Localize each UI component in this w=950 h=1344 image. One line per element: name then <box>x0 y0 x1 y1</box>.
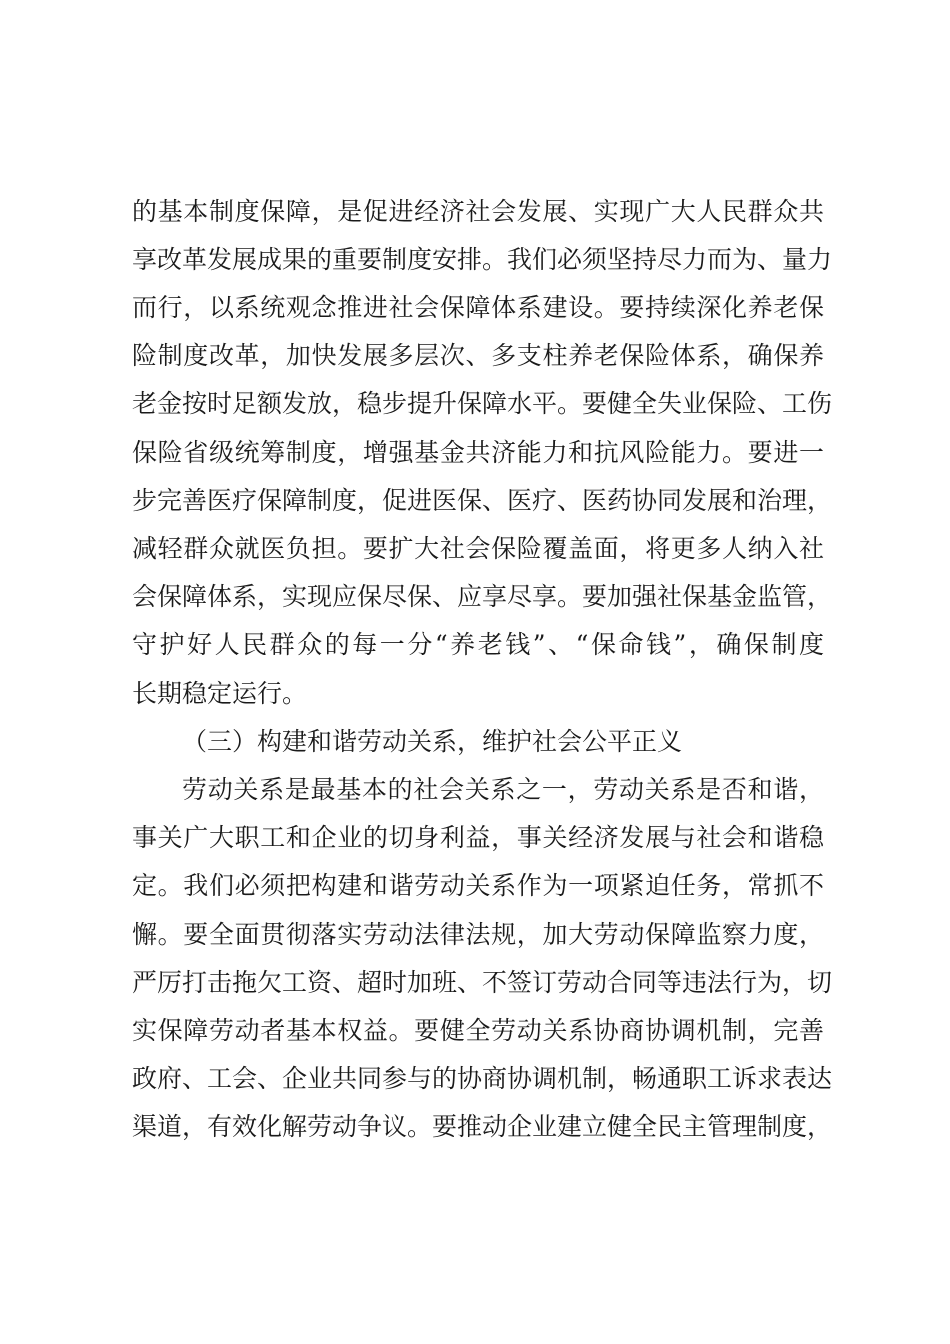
text-line: 享改革发展成果的重要制度安排。我们必须坚持尽力而为、量力 <box>132 245 833 274</box>
text-line: 的基本制度保障，是促进经济社会发展、实现广大人民群众共 <box>132 197 824 226</box>
text-line: 劳动关系是最基本的社会关系之一，劳动关系是否和谐， <box>182 775 824 804</box>
text-line: 而行，以系统观念推进社会保障体系建设。要持续深化养老保 <box>132 293 824 322</box>
text-line: 定。我们必须把构建和谐劳动关系作为一项紧迫任务，常抓不 <box>132 871 824 900</box>
text-line: 实保障劳动者基本权益。要健全劳动关系协商协调机制，完善 <box>132 1016 824 1045</box>
section-heading: （三）构建和谐劳动关系，维护社会公平正义 <box>182 727 683 756</box>
text-line: 步完善医疗保障制度，促进医保、医疗、医药协同发展和治理， <box>132 486 833 515</box>
text-line: 保险省级统筹制度，增强基金共济能力和抗风险能力。要进一 <box>132 438 824 467</box>
text-line: 懈。要全面贯彻落实劳动法律法规，加大劳动保障监察力度， <box>132 920 824 949</box>
text-line: 守护好人民群众的每一分“养老钱”、“保命钱”，确保制度 <box>132 630 824 659</box>
text-line: 长期稳定运行。 <box>132 679 308 708</box>
text-line: 事关广大职工和企业的切身利益，事关经济发展与社会和谐稳 <box>132 823 824 852</box>
text-line: 严厉打击拖欠工资、超时加班、不签订劳动合同等违法行为，切 <box>132 968 833 997</box>
text-line: 老金按时足额发放，稳步提升保障水平。要健全失业保险、工伤 <box>132 389 833 418</box>
text-line: 政府、工会、企业共同参与的协商协调机制，畅通职工诉求表达 <box>132 1064 833 1093</box>
text-line: 渠道，有效化解劳动争议。要推动企业建立健全民主管理制度， <box>132 1112 833 1141</box>
text-line: 会保障体系，实现应保尽保、应享尽享。要加强社保基金监管， <box>132 582 833 611</box>
text-line: 险制度改革，加快发展多层次、多支柱养老保险体系，确保养 <box>132 341 824 370</box>
text-line: 减轻群众就医负担。要扩大社会保险覆盖面，将更多人纳入社 <box>132 534 824 563</box>
